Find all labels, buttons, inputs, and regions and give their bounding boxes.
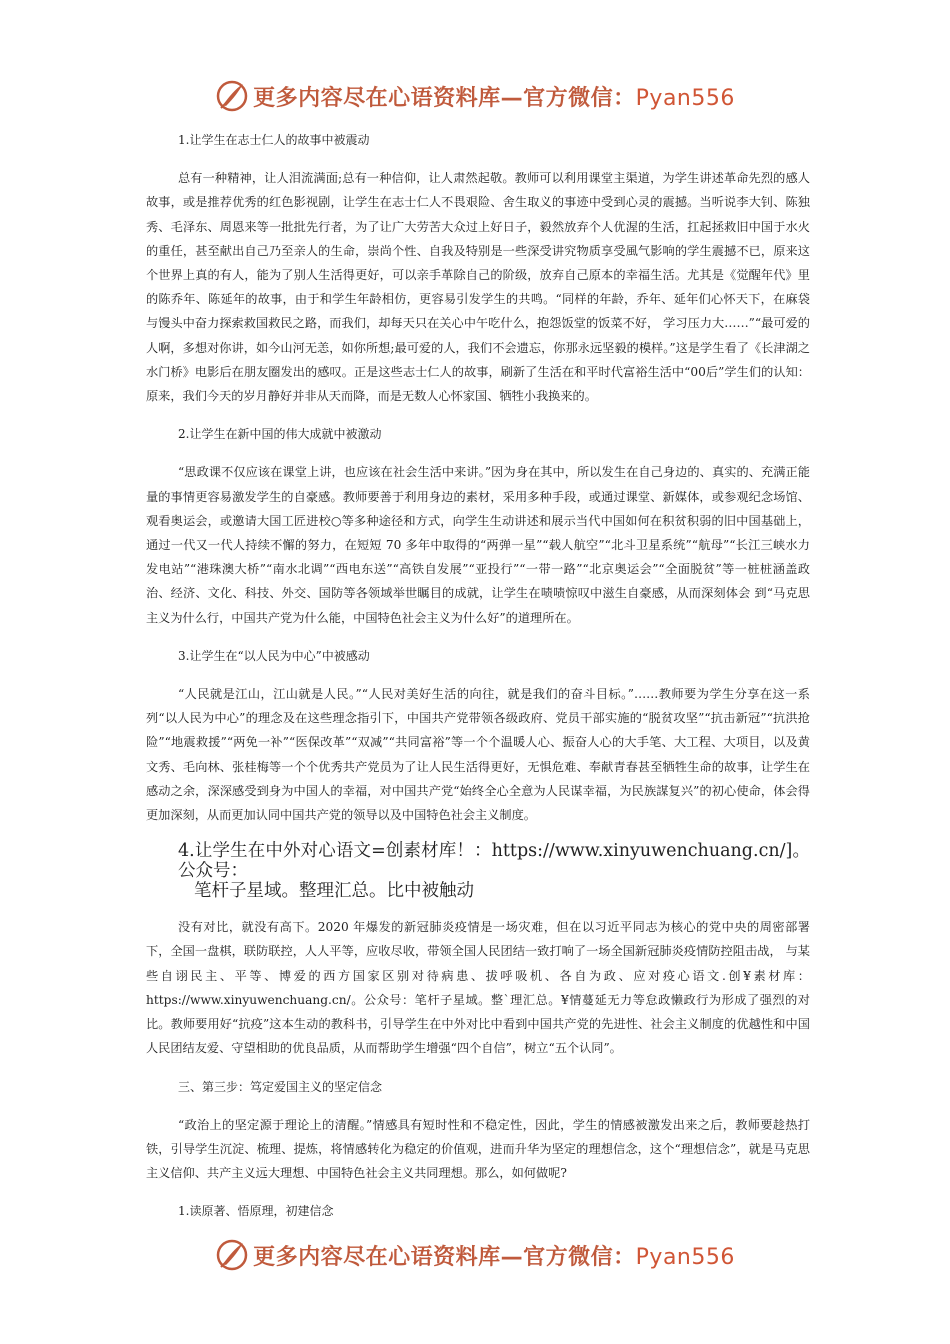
banner-text: 更多内容尽在心语资料库—官方微信：Pyan556: [253, 1244, 735, 1270]
heading-line: 笔杆子星域。整理汇总。比中被触动: [194, 881, 474, 902]
header-banner: [0, 76, 950, 116]
paragraph: “政治上的坚定源于理论上的清醒。”情感具有短时性和不稳定性，因此，学生的情感被激发出来之后，教师要趁热打铁，引导学生沉淀、梳理、提炼，将情感转化为稳定的价值观，进而升华为坚定的理想信念，这个“理想信念”，就是马克思主义信仰、共产主义远大理想、中国特色社会主义共同理想。那么，如何做呢?: [146, 1117, 810, 1181]
wechat-id: Pyan556: [635, 85, 735, 111]
quill-logo-icon: [215, 1238, 249, 1272]
paragraph: “思政课不仅应该在课堂上讲，也应该在社会生活中来讲。”因为身在其中，所以发生在自己身边的、真实的、充满正能量的事情更容易激发学生的自豪感。教师要善于利用身边的素材，采用多种手段，或通过课堂、新媒体，或参观纪念场馆、观看奥运会，或邀请大国工匠进校○等多种途径和方式，向学生生动讲述和展示当代中国如何在积贫积弱的旧中国基础上，通过一代又一代人持续不懈的努力，在短短 70 多年中取得的“两弹一星”“载人航空”“北斗卫星系统”“航母”“长江三峡水力发电站”“港珠澳大桥”“南水北调”“西电东送”“高铁自发展”“亚投行”“一带一路”“北京奥运会”“全面脱贫”等一桩桩涵盖政治、经济、文化、科技、外交、国防等各领域举世瞩目的成就，让学生在啧啧惊叹中滋生自豪感，从而深刻体会 到“马克思主义为什么行，中国共产党为什么能，中国特色社会主义为什么好”的道理所在。: [146, 465, 810, 625]
paragraph: 总有一种精神，让人泪流满面;总有一种信仰，让人肃然起敬。教师可以利用课堂主渠道，为学生讲述革命先烈的感人故事，或是推荐优秀的红色影视剧，让学生在志士仁人不畏艰险、舍生取义的事迹中受到心灵的震撼。当听说李大钊、陈独秀、毛泽东、周恩来等一批批先行者，为了让广大劳苦大众过上好日子，毅然放弃个人优渥的生活，扛起拯救旧中国于水火的重任，甚至献出自己乃至亲人的生命，崇尚个性、自我及特别是一些深受讲究物质享受風气影响的学生震撼不已，原来这个世界上真的有人，能为了别人生活得更好，可以亲手革除自己的阶级，放弃自己原本的幸福生活。尤其是《觉醒年代》里的陈乔年、陈延年的故事，由于和学生年龄相仿，更容易引发学生的共鸣。“同样的年龄，乔年、延年们心怀天下，在麻袋与馒头中奋力探索救国救民之路，而我们，却每天只在关心中午吃什么，抱怨饭堂的饭菜不好， 学习压力大……”“最可爱的人啊，多想对你讲，如今山河无恙，如你所想;最可爱的人，我们不会遗忘，你那永远坚毅的模样。”这是学生看了《长津湖之水门桥》电影后在朋友圈发出的感叹。正是这些志士仁人的故事，刷新了生活在和平时代富裕生活中“00后”学生们的认知：原来，我们今天的岁月静好并非从天而降，而是无数人心怀家国、牺牲小我换来的。: [146, 171, 810, 404]
document-body: [146, 128, 810, 1238]
section-heading: 1.让学生在志士仁人的故事中被震动: [178, 133, 370, 147]
heading-line: 4.让学生在中外对心语文=创素材库！：https://www.xinyuwenchuang.cn/]。公众号：: [178, 841, 810, 882]
section-heading: 2.让学生在新中国的伟大成就中被激动: [178, 427, 382, 442]
wechat-id: Pyan556: [635, 1244, 735, 1270]
banner-text: 更多内容尽在心语资料库—官方微信：Pyan556: [253, 85, 735, 111]
paragraph: 没有对比，就没有高下。2020 年爆发的新冠肺炎疫情是一场灾难，但在以习近平同志为核心的党中央的周密部署下，全国一盘棋，联防联控，人人平等，应收尽收，带领全国人民团结一致打响了一场全国新冠肺炎疫情防控阻击战， 与某些自诩民主、平等、博爱的西方国家区别对待病患、拔呼吸机、各自为政、应对疫心语文.创¥素材库：https://www.xinyuwenchuang.cn/。公众号：笔杆子星域。整`理汇总。¥情蔓延无力等怠政懒政行为形成了强烈的对比。教师要用好“抗疫”这本生动的教科书，引导学生在中外对比中看到中国共产党的先进性、社会主义制度的优越性和中国人民团结友爱、守望相助的优良品质，从而帮助学生增强“四个自信”，树立“五个认同”。: [146, 920, 810, 1056]
section-heading: 三、第三步：笃定爱国主义的坚定信念: [178, 1079, 383, 1094]
footer-banner: [0, 1235, 950, 1275]
paragraph: “人民就是江山，江山就是人民。”“人民对美好生活的向往，就是我们的奋斗目标。”……教师要为学生分享在这一系列“以人民为中心”的理念及在这些理念指引下，中国共产党带领各级政府、党员干部实施的“脱贫攻坚”“抗击新冠”“抗洪抢险”“地震救援”“两免一补”“医保改革”“双减”“共同富裕”等一个个温暖人心、振奋人心的大手笔、大工程、大项目，以及黄文秀、毛向林、张桂梅等一个个优秀共产党员为了让人民生活得更好，无惧危难、奉献青春甚至牺牲生命的故事，让学生在感动之余，深深感受到身为中国人的幸福，对中国共产党“始终全心全意为人民谋幸福，为民族謀复兴”的初心使命，体会得更加深刻，从而更加认同中国共产党的领导以及中国特色社会主义制度。: [146, 687, 810, 823]
section-heading-large: [146, 841, 810, 901]
section-heading: 1.读原著、悟原理，初建信念: [178, 1204, 334, 1219]
quill-logo-icon: [215, 79, 249, 113]
section-heading: 3.让学生在“以人民为中心”中被感动: [178, 648, 370, 663]
